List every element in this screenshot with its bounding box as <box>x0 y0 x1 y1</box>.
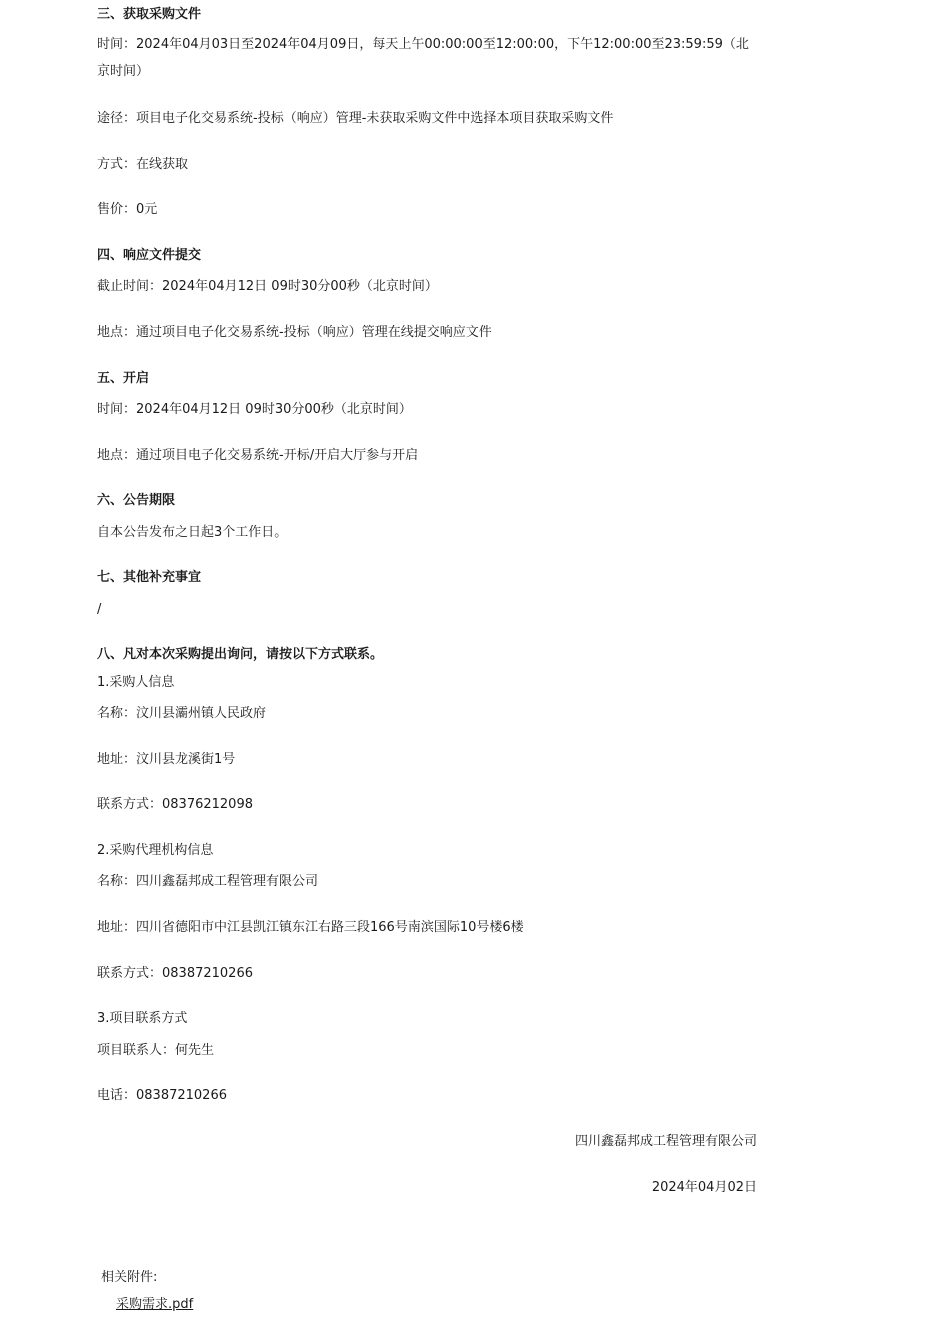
signature-date: 2024年04月02日 <box>651 1180 757 1195</box>
agency-name: 名称：四川鑫磊邦成工程管理有限公司 <box>97 874 319 889</box>
sec7-text: / <box>97 602 102 617</box>
buyer-name: 名称：汶川县灞州镇人民政府 <box>97 706 267 721</box>
sec3-time: 时间：2024年04月03日至2024年04月09日，每天上午00:00:00至12:00:00，下午12:00:00至23:59:59（北京时间） <box>97 37 749 79</box>
signature-org: 四川鑫磊邦成工程管理有限公司 <box>574 1134 757 1149</box>
project-contact-person: 项目联系人：何先生 <box>97 1043 215 1058</box>
section-3-heading: 三、获取采购文件 <box>97 7 202 22</box>
section-6-heading: 六、公告期限 <box>97 493 176 508</box>
project-contact-title: 3.项目联系方式 <box>97 1011 188 1026</box>
buyer-contact: 联系方式：08376212098 <box>97 797 253 812</box>
agency-address: 地址：四川省德阳市中江县凯江镇东江右路三段166号南滨国际10号楼6楼 <box>97 920 524 935</box>
agency-info-title: 2.采购代理机构信息 <box>97 843 214 858</box>
sec3-method: 方式：在线获取 <box>97 157 189 172</box>
section-5-heading: 五、开启 <box>97 371 150 386</box>
attachment-link-procurement-requirements[interactable]: 采购需求.pdf <box>116 1297 194 1312</box>
sec5-place: 地点：通过项目电子化交易系统-开标/开启大厅参与开启 <box>97 448 419 463</box>
section-8-heading: 八、凡对本次采购提出询问，请按以下方式联系。 <box>97 647 384 662</box>
sec4-deadline: 截止时间：2024年04月12日 09时30分00秒（北京时间） <box>97 279 438 294</box>
sec5-time: 时间：2024年04月12日 09时30分00秒（北京时间） <box>97 402 412 417</box>
agency-contact: 联系方式：08387210266 <box>97 966 253 981</box>
attachments-label: 相关附件: <box>101 1270 158 1285</box>
section-7-heading: 七、其他补充事宜 <box>97 570 202 585</box>
sec4-place: 地点：通过项目电子化交易系统-投标（响应）管理在线提交响应文件 <box>97 325 492 340</box>
sec3-price: 售价：0元 <box>97 202 158 217</box>
project-phone: 电话：08387210266 <box>97 1088 227 1103</box>
buyer-info-title: 1.采购人信息 <box>97 675 175 690</box>
sec3-path: 途径：项目电子化交易系统-投标（响应）管理-未获取采购文件中选择本项目获取采购文件 <box>97 111 614 126</box>
section-4-heading: 四、响应文件提交 <box>97 248 202 263</box>
sec6-text: 自本公告发布之日起3个工作日。 <box>97 525 288 540</box>
buyer-address: 地址：汶川县龙溪街1号 <box>97 752 236 767</box>
